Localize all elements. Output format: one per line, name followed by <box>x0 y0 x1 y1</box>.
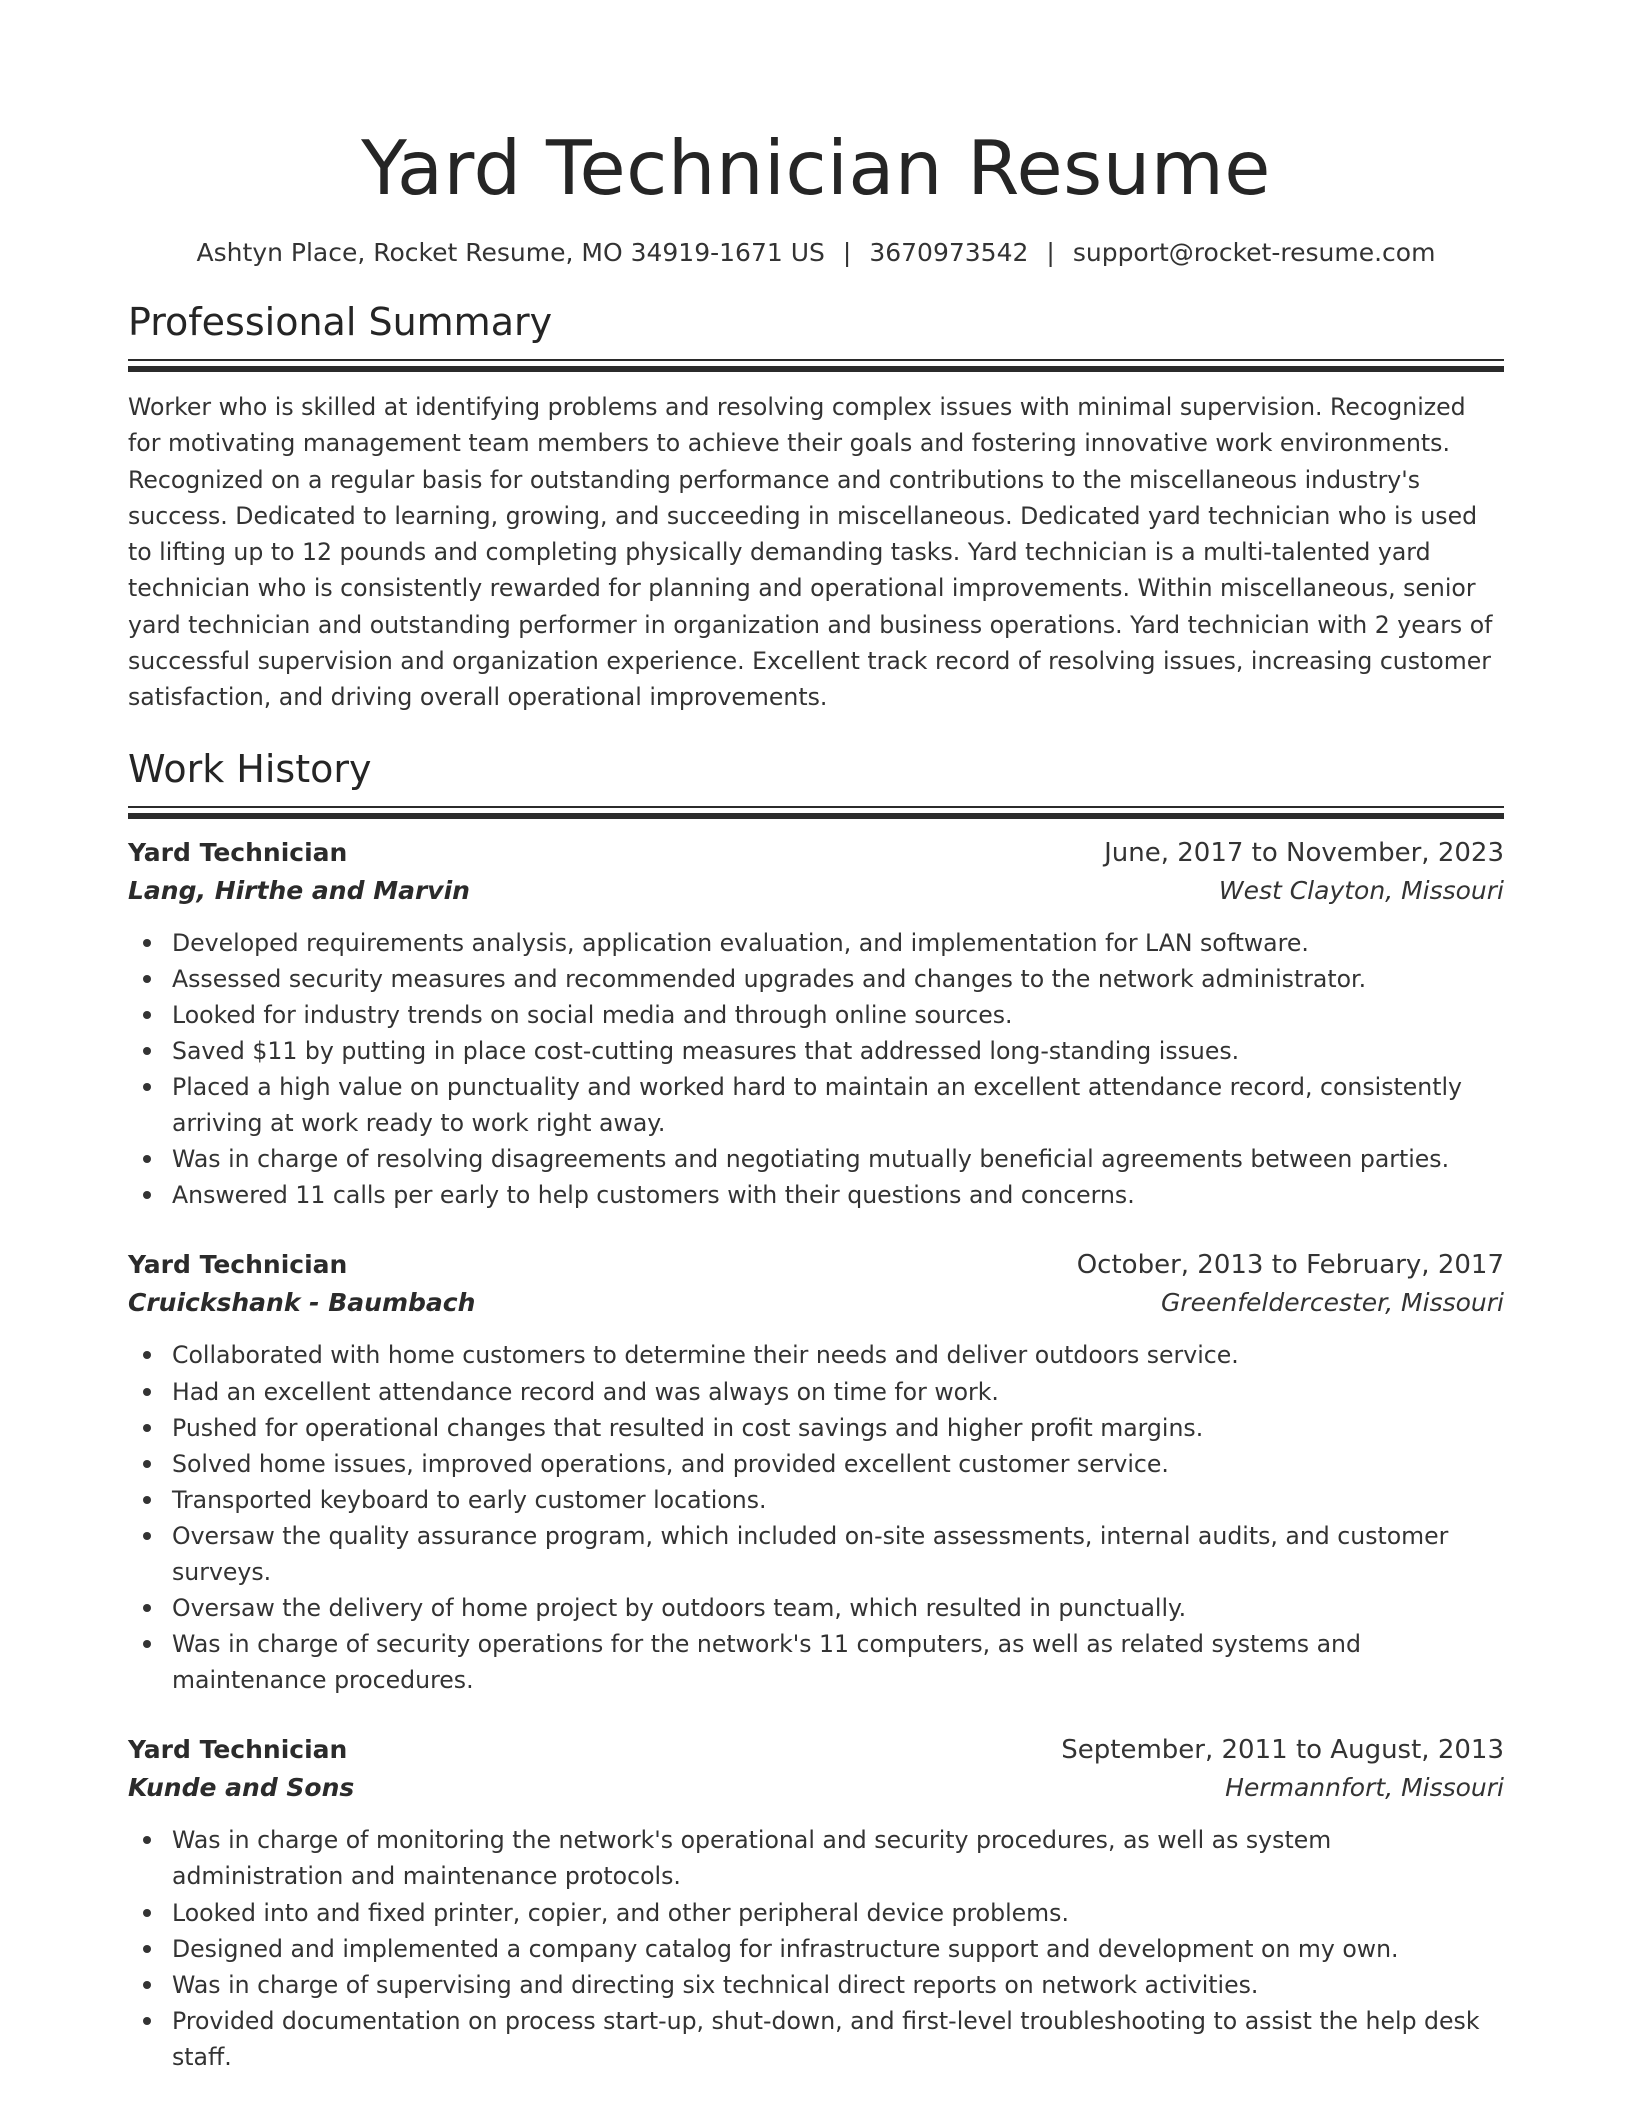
job-dates: October, 2013 to February, 2017 <box>1076 1250 1504 1281</box>
job-header-row <box>128 1732 1504 1768</box>
job-bullet-list <box>128 925 1504 1214</box>
job-bullet: Looked into and fixed printer, copier, and other peripheral device problems. <box>172 1895 1504 1931</box>
contact-address: Ashtyn Place, Rocket Resume, MO 34919-1671 US <box>196 238 825 267</box>
job-entry <box>128 835 1504 1214</box>
job-dates: September, 2011 to August, 2013 <box>1061 1735 1504 1766</box>
job-bullet: Looked for industry trends on social media and through online sources. <box>172 997 1504 1033</box>
contact-separator: | <box>842 238 852 267</box>
job-list <box>128 835 1504 2075</box>
job-header-row <box>128 835 1504 871</box>
section-divider <box>128 813 1504 819</box>
job-bullet: Was in charge of monitoring the network's operational and security procedures, as well as system administration and maintenance protocols. <box>172 1822 1504 1894</box>
job-bullet: Was in charge of resolving disagreements and negotiating mutually beneficial agreements between parties. <box>172 1141 1504 1177</box>
job-bullet: Had an excellent attendance record and was always on time for work. <box>172 1374 1504 1410</box>
job-bullet: Was in charge of security operations for the network's 11 computers, as well as related systems and maintenance procedures. <box>172 1626 1504 1698</box>
job-location: Hermannfort, Missouri <box>1225 1773 1504 1803</box>
contact-phone: 3670973542 <box>869 238 1029 267</box>
section-divider <box>128 366 1504 372</box>
resume-page <box>128 0 1504 2075</box>
job-entry <box>128 1732 1504 2075</box>
job-location: West Clayton, Missouri <box>1218 875 1504 905</box>
job-bullet: Assessed security measures and recommended upgrades and changes to the network administrator. <box>172 961 1504 997</box>
job-dates: June, 2017 to November, 2023 <box>1104 837 1504 868</box>
job-bullet: Collaborated with home customers to determine their needs and deliver outdoors service. <box>172 1337 1504 1373</box>
job-title: Yard Technician <box>128 837 348 867</box>
summary-text: Worker who is skilled at identifying problems and resolving complex issues with minimal supervision. Recognized for motivating management team members to achieve their goals and fostering innovative work environments. Recognized on a regular basis for outstanding performance and contributions to the miscellaneous industry's success. Dedicated to learning, growing, and succeeding in miscellaneous. Dedicated yard technician who is used to lifting up to 12 pounds and completing physically demanding tasks. Yard technician is a multi-talented yard technician who is consistently rewarded for planning and operational improvements. Within miscellaneous, senior yard technician and outstanding performer in organization and business operations. Yard technician with 2 years of successful supervision and organization experience. Excellent track record of resolving issues, increasing customer satisfaction, and driving overall operational improvements. <box>128 393 1493 712</box>
job-employer-row <box>128 1283 1504 1323</box>
contact-line <box>128 236 1504 270</box>
job-bullet: Pushed for operational changes that resulted in cost savings and higher profit margins. <box>172 1410 1504 1446</box>
job-bullet: Oversaw the delivery of home project by outdoors team, which resulted in punctually. <box>172 1590 1504 1626</box>
job-bullet: Transported keyboard to early customer locations. <box>172 1482 1504 1518</box>
contact-separator: | <box>1046 238 1055 267</box>
resume-title: Yard Technician Resume <box>361 124 1271 212</box>
job-entry <box>128 1247 1504 1698</box>
job-bullet-list <box>128 1337 1504 1698</box>
section-divider <box>128 359 1504 361</box>
professional-summary-section <box>128 298 1504 716</box>
job-employer-row <box>128 871 1504 911</box>
job-title: Yard Technician <box>128 1735 348 1765</box>
contact-email[interactable]: support@rocket-resume.com <box>1072 238 1436 267</box>
job-company: Cruickshank - Baumbach <box>128 1288 476 1318</box>
job-bullet: Was in charge of supervising and directing six technical direct reports on network activities. <box>172 1967 1504 2003</box>
job-employer-row <box>128 1768 1504 1808</box>
job-bullet: Provided documentation on process start-up, shut-down, and first-level troubleshooting to assist the help desk staff. <box>172 2003 1504 2075</box>
job-bullet: Placed a high value on punctuality and worked hard to maintain an excellent attendance record, consistently arriving at work ready to work right away. <box>172 1069 1504 1141</box>
job-bullet: Saved $11 by putting in place cost-cutting measures that addressed long-standing issues. <box>172 1033 1504 1069</box>
job-company: Lang, Hirthe and Marvin <box>128 875 470 905</box>
job-bullet: Solved home issues, improved operations, and provided excellent customer service. <box>172 1446 1504 1482</box>
job-bullet: Oversaw the quality assurance program, which included on-site assessments, internal audits, and customer surveys. <box>172 1518 1504 1590</box>
section-divider <box>128 806 1504 808</box>
job-bullet: Designed and implemented a company catalog for infrastructure support and development on my own. <box>172 1931 1504 1967</box>
job-location: Greenfeldercester, Missouri <box>1160 1288 1504 1318</box>
job-bullet: Answered 11 calls per early to help customers with their questions and concerns. <box>172 1177 1504 1213</box>
job-bullet-list <box>128 1822 1504 2075</box>
job-company: Kunde and Sons <box>128 1773 355 1803</box>
section-heading-work-history: Work History <box>128 746 372 791</box>
section-heading-summary: Professional Summary <box>128 300 553 344</box>
work-history-section <box>128 745 1504 2075</box>
job-header-row <box>128 1247 1504 1283</box>
job-title: Yard Technician <box>128 1250 348 1280</box>
job-bullet: Developed requirements analysis, application evaluation, and implementation for LAN software. <box>172 925 1504 961</box>
